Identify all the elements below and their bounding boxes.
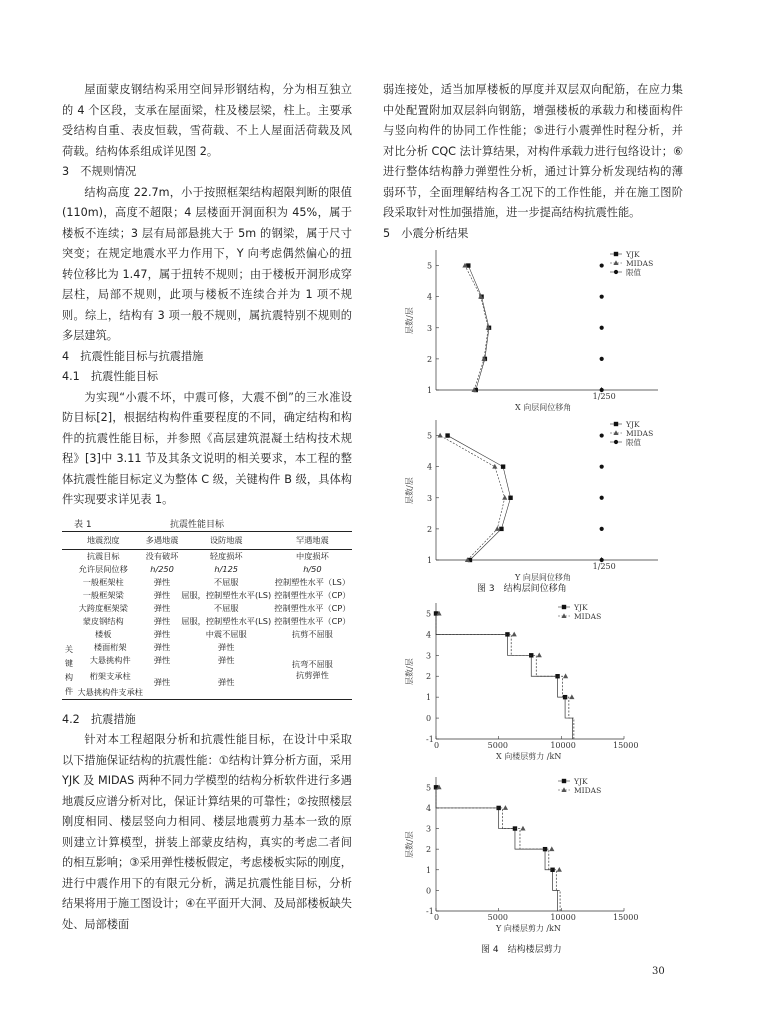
data-point (472, 387, 477, 392)
table-cell: 不屈服 (213, 602, 239, 613)
table-number: 表 1 (74, 519, 92, 530)
data-point (434, 785, 438, 789)
y-tick-label: 3 (427, 323, 433, 333)
legend-label: YJK (574, 603, 588, 612)
table-row (62, 589, 352, 602)
table-cell: 楼面桁架 (93, 641, 127, 652)
table-cell: 不屈服 (213, 576, 239, 587)
table-cell: 弹性 (153, 602, 171, 613)
table-cell: 控制塑性水平（LS） (274, 576, 351, 587)
paragraph-measures-continued: 弱连接处，适当加厚楼板的厚度并双层双向配筋，在应力集中处配置附加双层斜向钢筋，增强楼板的承载力和楼面构件与竖向构件的协同工作性能；⑤进行小震弹性时程分析，并对比分析 CQC 法计算结果，对构件承载力进行包络设计；⑥进行整体结构静力弹塑性分析，通过计算分析发现结构的薄弱环节，全面理解结构各工况下的工作性能，并在施工图阶段采取针对性加强措施，进一步提高结构抗震性能。 (383, 83, 683, 219)
legend-marker (613, 430, 618, 435)
series-line (468, 266, 489, 390)
paragraph-performance-targets: 为实现“小震不坏，中震可修，大震不倒”的三水准设防目标[2]，根据结构构件重要程度的不同，确定结构和构件的抗震性能目标，并参照《高层建筑混凝土结构技术规程》[3]中 3.11 节及其条文说明的相关要求，本工程的整体抗震性能目标定义为整体 C 级，关键构件 B 级，具体构件实现要求详见表 1。 (62, 390, 352, 506)
y-tick-label: 2 (427, 354, 433, 364)
data-point (600, 263, 604, 267)
table-cell: 屈服，控制塑性水平(LS) (181, 615, 272, 626)
table-cell: 蒙皮钢结构 (82, 615, 124, 626)
y-tick-label: 5 (427, 261, 433, 271)
table-row (62, 563, 352, 576)
table-cell: 弹性 (218, 677, 235, 687)
table-header-cell: 地震烈度 (62, 531, 144, 549)
data-point (436, 611, 441, 616)
data-point (462, 263, 467, 268)
data-point (479, 294, 483, 298)
data-point (569, 694, 574, 699)
data-point (438, 433, 443, 438)
legend-label: MIDAS (574, 612, 602, 621)
y-tick-label: 2 (426, 845, 432, 855)
data-point (474, 388, 478, 392)
table-row (62, 615, 352, 628)
data-point (549, 846, 554, 851)
data-point (481, 356, 486, 361)
table-row (62, 576, 352, 589)
data-point (505, 632, 509, 636)
series-line (436, 787, 560, 911)
table-cell: 弹性 (153, 615, 171, 626)
y-tick-label: 5 (426, 609, 432, 619)
legend-label: YJK (626, 250, 640, 259)
x-axis-label: X 向楼层剪力 /kN (496, 752, 562, 761)
legend-label: 限值 (626, 268, 641, 277)
table-cell: 弹性 (153, 654, 171, 665)
data-point (466, 263, 470, 267)
paragraph-structure: 屋面蒙皮钢结构采用空间异形钢结构，分为相互独立的 4 个区段，支承在屋面梁，柱及楼层梁，柱上。主要承受结构自重、表皮恒载，雪荷载、不上人屋面活荷载及风荷载。结构体系组成详见图 2。 (62, 83, 352, 158)
y-tick-label: 5 (426, 783, 432, 793)
table-cell: 弹性 (153, 677, 171, 687)
heading-seismic-goals: 4 抗震性能目标与抗震措施 (62, 349, 204, 363)
table-cell: 弹性 (153, 576, 171, 587)
table-cell: h/50 (303, 563, 322, 574)
legend-label: MIDAS (574, 786, 602, 795)
y-tick-label: 2 (426, 672, 432, 682)
y-tick-label: 3 (426, 824, 432, 834)
table-cell: 没有破坏 (145, 550, 179, 561)
y-tick-label: 2 (427, 524, 433, 534)
data-point (600, 558, 604, 562)
table-cell: h/250 (150, 563, 174, 574)
table-cell: 弹性 (218, 654, 235, 665)
legend-marker (613, 260, 618, 265)
heading-irregularity: 3 不规则情况 (62, 165, 137, 178)
table-cell: 大悬挑构件 (89, 654, 131, 665)
series-line (465, 266, 488, 390)
table-cell: 轻度损坏 (209, 550, 243, 561)
table-cell: 中度损坏 (296, 550, 329, 561)
table-header-cell: 多遇地震 (144, 531, 179, 549)
y-tick-label: 0 (426, 886, 432, 896)
y-tick-label: 0 (426, 714, 432, 724)
data-point (436, 785, 441, 790)
data-point (563, 673, 568, 678)
data-point (486, 325, 491, 330)
legend-label: YJK (574, 777, 588, 786)
table-title: 抗震性能目标 (170, 519, 225, 530)
table-cell: 楼板 (95, 628, 112, 639)
data-point (434, 611, 438, 615)
data-point (600, 326, 604, 330)
table-row (62, 628, 352, 641)
series-line (436, 787, 558, 911)
data-point (600, 527, 604, 531)
data-point (543, 847, 547, 851)
data-point (600, 295, 604, 299)
table-header-cell: 设防地震 (180, 531, 273, 549)
series-line (448, 436, 511, 560)
data-point (557, 867, 562, 872)
table-cell: 大悬挑构件支承柱 (77, 686, 143, 697)
legend-label: MIDAS (626, 429, 654, 438)
y-tick-label: 4 (426, 630, 432, 640)
x-tick-label: 1/250 (592, 392, 616, 401)
heading-performance-targets: 4.1 抗震性能目标 (62, 370, 159, 383)
legend-marker (561, 787, 566, 792)
heading-measures: 4.2 抗震措施 (62, 712, 136, 726)
y-tick-label: 1 (427, 556, 433, 565)
y-tick-label: 4 (427, 292, 433, 302)
data-point (492, 464, 497, 469)
data-point (600, 465, 604, 469)
data-point (600, 496, 604, 500)
series-line (436, 613, 573, 739)
data-point (483, 357, 487, 361)
legend-marker (614, 270, 618, 274)
x-tick-label: 10000 (550, 741, 576, 750)
table-cell: 弹性 (153, 628, 171, 639)
y-tick-label: -1 (426, 907, 434, 916)
y-tick-label: 3 (427, 493, 433, 503)
x-axis-label: Y 向层间位移角 (515, 573, 571, 582)
y-tick-label: -1 (426, 735, 434, 744)
data-point (555, 674, 559, 678)
x-axis-label: X 向层间位移角 (515, 403, 572, 412)
x-tick-label: 5000 (487, 913, 509, 922)
y-tick-label: 1 (427, 386, 433, 395)
data-point (495, 526, 500, 531)
x-tick-label: 15000 (613, 913, 639, 922)
y-tick-label: 3 (426, 651, 432, 661)
series-line (436, 613, 574, 739)
table-cell: 控制塑性水平（CP） (274, 589, 351, 600)
table-cell: 允许层间位移 (78, 563, 128, 574)
page-number: 30 (652, 966, 665, 977)
table-cell: 屈服，控制塑性水平(LS) (181, 589, 272, 600)
table-cell: 一般框架梁 (82, 589, 124, 600)
heading-minor-earthquake-results: 5 小震分析结果 (383, 226, 469, 240)
y-axis-label: 层数/层 (405, 307, 414, 334)
data-point (520, 826, 525, 831)
data-point (445, 433, 449, 437)
data-point (503, 805, 508, 810)
figure-4-caption: 图 4 结构楼层剪力 (481, 945, 562, 955)
table-cell (273, 641, 352, 700)
table-row (62, 549, 352, 563)
y-tick-label: 1 (426, 865, 432, 875)
data-point (468, 558, 472, 562)
y-tick-label: 4 (426, 803, 432, 813)
data-point (512, 632, 517, 637)
data-point (496, 806, 500, 810)
paragraph-irregularity: 结构高度 22.7m，小于按照框架结构超限判断的限值(110m)，高度不超限；4 层楼面开洞面积为 45%，属于楼板不连续；3 层有局部悬挑大于 5m 的钢梁，属于尺寸突变；在规定地震水平力作用下，Y 向考虑偶然偏心的扭转位移比为 1.47，属于扭转不规则；由于楼板开洞形成穿层柱，局部不规则，此项与楼板不连续合并为 1 项不规则。综上，结构有 3 项一般不规则，属抗震特别不规则的多层建筑。 (62, 185, 352, 342)
key-rare-shear: 抗剪弹性 (296, 669, 329, 680)
legend-label: 限值 (626, 438, 641, 447)
table-row (62, 641, 352, 654)
x-tick-label: 5000 (487, 741, 509, 750)
key-members-label: 关键构件 (64, 643, 74, 696)
y-axis-label: 层数/层 (405, 831, 414, 858)
data-point (600, 433, 604, 437)
paragraph-measures: 针对本工程超限分析和抗震性能目标，在设计中采取以下措施保证结构的抗震性能：①结构计算分析方面，采用 YJK 及 MIDAS 两种不同力学模型的结构分析软件进行多遇地震反应谱分析对比，保证计算结果的可靠性；②按照楼层刚度相同、楼层竖向力相同、楼层地震剪力基本一致的原则建立计算模型，拼装上部蒙皮结构，真实的考虑二者间的相互影响；③采用弹性楼板假定，考虑楼板实际的刚度，进行中震作用下的有限元分析，满足抗震性能目标，分析结果将用于施工图设计；④在平面开大洞、及局部楼板缺失处、局部楼面 (62, 733, 352, 931)
right-column (383, 80, 683, 244)
table-cell: 抗震目标 (86, 550, 120, 561)
x-tick-label: 0 (434, 913, 440, 922)
table-cell: 控制塑性水平（CP） (274, 615, 351, 626)
table-header-cell: 罕遇地震 (273, 531, 352, 549)
y-axis-label: 层数/层 (405, 658, 414, 685)
legend-marker (562, 779, 566, 783)
data-point (600, 357, 604, 361)
x-tick-label: 0 (434, 741, 440, 750)
series-line (440, 436, 505, 560)
table-caption (62, 517, 352, 529)
table-cell: 弹性 (153, 641, 171, 652)
data-point (502, 495, 507, 500)
table-row (62, 602, 352, 615)
data-point (529, 653, 533, 657)
table-cell: 一般框架柱 (82, 576, 124, 587)
data-point (478, 294, 483, 299)
data-point (501, 464, 505, 468)
table-cell: 中震不屈服 (205, 628, 247, 639)
table-cell: 抗剪不屈服 (291, 628, 333, 639)
y-tick-label: 1 (426, 693, 432, 703)
data-point (465, 557, 470, 562)
data-point (508, 496, 512, 500)
table-cell: 弹性 (153, 589, 171, 600)
data-point (550, 868, 554, 872)
data-point (600, 388, 604, 392)
legend-marker (614, 252, 618, 256)
legend-marker (614, 440, 618, 444)
key-rare-flexure: 抗弯不屈服 (291, 658, 333, 669)
data-point (563, 695, 567, 699)
legend-marker (562, 605, 566, 609)
table-cell: 桁架支承柱 (89, 670, 131, 681)
legend-marker (561, 613, 566, 618)
x-tick-label: 10000 (550, 913, 576, 922)
y-axis-label: 层数/层 (405, 477, 414, 504)
data-point (513, 826, 517, 830)
figure-3-caption: 图 3 结构层间位移角 (477, 584, 567, 594)
data-point (499, 527, 503, 531)
y-tick-label: 4 (427, 462, 433, 472)
legend-marker (614, 422, 618, 426)
x-axis-label: Y 向楼层剪力 /kN (496, 924, 561, 933)
x-tick-label: 1/250 (592, 562, 616, 571)
data-point (537, 653, 542, 658)
left-column (62, 80, 352, 935)
legend-label: MIDAS (626, 259, 654, 268)
data-point (487, 326, 491, 330)
table-cell: 大跨度框架梁 (78, 602, 128, 613)
x-tick-label: 15000 (613, 741, 639, 750)
legend-label: YJK (626, 420, 640, 429)
table-cell: 弹性 (218, 641, 235, 652)
table-cell: 控制塑性水平（CP） (274, 602, 351, 613)
table-header-row (62, 531, 352, 549)
y-tick-label: 5 (427, 431, 433, 441)
performance-table (62, 531, 352, 700)
table-cell: h/125 (214, 563, 238, 574)
